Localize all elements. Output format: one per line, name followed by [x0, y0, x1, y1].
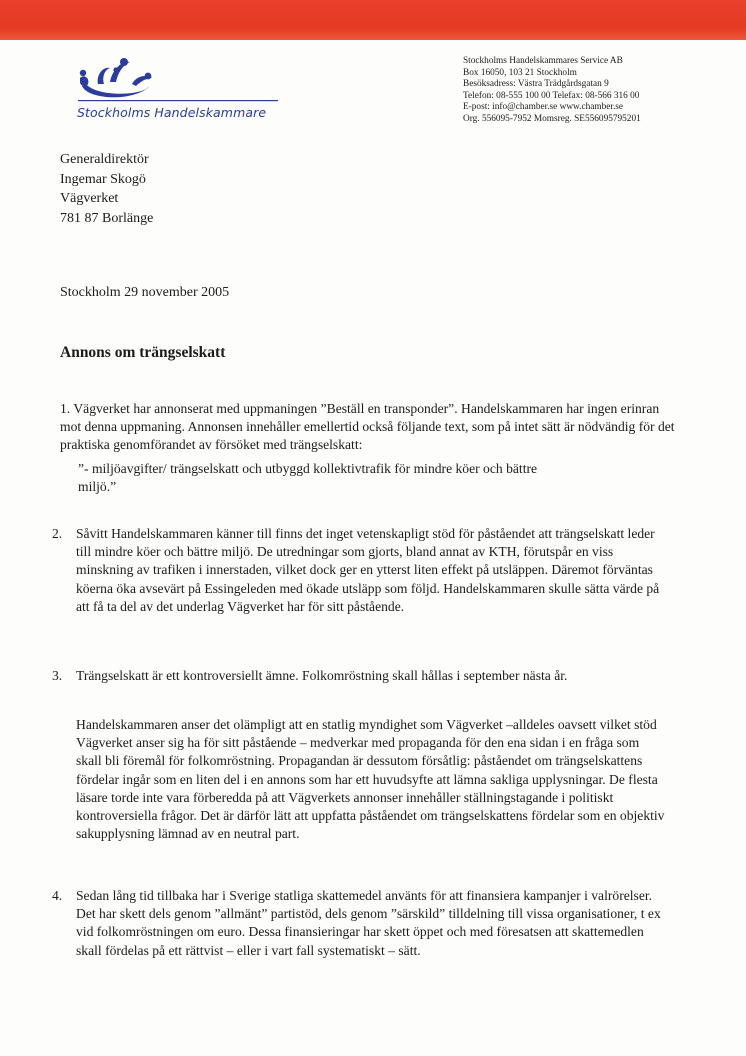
paragraph-number: 2.: [52, 526, 63, 541]
paragraph-number: 3.: [52, 668, 63, 683]
recipient-line: Generaldirektör: [60, 152, 149, 167]
paragraph-4-text: Sedan lång tid tillbaka har i Sverige statliga skattemedel använts för att finansiera kampanjer i valrörelser. Det har skett dels genom ”allmänt” partistöd, dels genom ”särskild” tilldelning till vissa organisationer, t ex vid folkomröstningen om euro. Dessa finansieringar har skett öppet och med föresatsen att skattemedlen skall fördelas på ett rättvist – eller i vart fall systematiskt – sätt.: [76, 888, 661, 958]
paragraph-1-quote: ”- miljöavgifter/ trängselskatt och utbyggd kollektivtrafik för mindre köer och bättre miljö.”: [78, 461, 538, 495]
sender-line: E-post: info@chamber.se www.chamber.se: [463, 102, 624, 113]
paragraph-2: [52, 525, 666, 616]
sender-line: Org. 556095-7952 Momsreg. SE556095795201: [463, 113, 641, 124]
paragraph-4: [52, 887, 666, 960]
paragraph-2-text: Såvitt Handelskammaren känner till finns det inget vetenskapligt stöd för påståendet att trängselskatt leder till mindre köer och bättre miljö. De utredningar som gjorts, bland annat av KTH, förutspår en viss minskning av trafiken i innerstaden, vilket dock ger en ytterst liten effekt på utsläppen. Däremot förväntas köerna öka avsevärt på Essingeleden med ökade utsläpp som följd. Handelskammaren skulle sätta värde på att få ta del av det underlag Vägverket har för sitt påstående.: [76, 526, 660, 614]
paragraph-3-continued: Handelskammaren anser det olämpligt att en statlig myndighet som Vägverket –alldeles oavsett vilket stöd Vägverket anser sig ha för sitt påstående – medverkar med propaganda för den ena sidan i en fråga som skall bli föremål för folkomröstning. Propagandan är dessutom försåtlig: påståendet om trängselskattens fördelar ingår som en liten del i en annons som har ett huvudsyfte att lämna sakliga upplysningar. De flesta läsare torde inte vara förberedda på att Vägverkets annonser innehåller ställningstagande i politiskt kontroversiella frågor. Det är därför lätt att uppfatta påståendet om trängselskattens fördelar som en objektiv sakupplysning lämnad av en neutral part.: [76, 717, 665, 842]
sender-line: Stockholms Handelskammares Service AB: [463, 56, 623, 66]
recipient-line: Ingemar Skogö: [60, 171, 146, 187]
crown-icon: [74, 56, 284, 106]
top-red-band: [0, 0, 746, 40]
paragraph-1: 1. Vägverket har annonserat med uppmaningen ”Beställ en transponder”. Handelskammaren har ingen erinran mot denna uppmaning. Annonsen innehåller emellertid också följande text, som på intet sätt är nödvändig för det praktiska genomförandet av försöket med trängselskatt:: [60, 401, 675, 453]
recipient-line: Vägverket: [60, 191, 119, 206]
letter-subject-heading: Annons om trängselskatt: [60, 344, 226, 361]
sender-line: Box 16050, 103 21 Stockholm: [463, 67, 577, 78]
paragraph-3: [52, 667, 666, 685]
letter-date: Stockholm 29 november 2005: [60, 285, 230, 300]
logo-wordmark: Stockholms Handelskammare: [77, 105, 267, 120]
paragraph-3-text: Trängselskatt är ett kontroversiellt ämne. Folkomröstning skall hållas i september nästa år.: [76, 668, 568, 683]
recipient-address-block: [60, 150, 153, 228]
chamber-logo: [74, 56, 284, 126]
sender-line: Telefon: 08-555 100 00 Telefax: 08-566 316 00: [463, 90, 640, 101]
sender-address-block: [463, 56, 641, 126]
recipient-line: 781 87 Borlänge: [60, 210, 154, 226]
sender-line: Besöksadress: Västra Trädgårdsgatan 9: [463, 79, 609, 90]
paragraph-number: 4.: [52, 888, 63, 903]
